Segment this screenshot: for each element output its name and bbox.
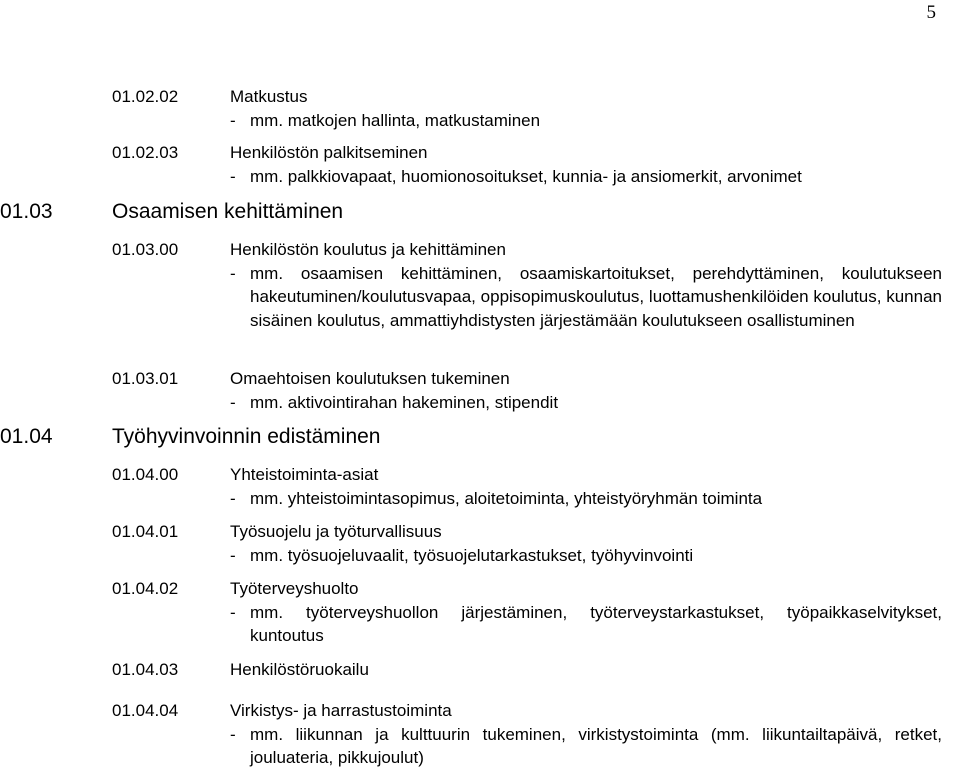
entry-description [230,109,942,133]
dash-bullet: - [230,724,236,744]
entry-description-text: mm. työsuojeluvaalit, työsuojelutarkastukset, työhyvinvointi [250,545,694,565]
entry-code: 01.03.01 [112,369,179,388]
dash-bullet: - [230,545,236,565]
section-title: Työhyvinvoinnin edistäminen [112,425,381,448]
entry-title: Matkustus [230,87,308,106]
entry-01-03-01 [112,367,942,414]
entry-description-text: mm. yhteistoimintasopimus, aloitetoiminta, yhteistyöryhmän toiminta [250,488,763,508]
entry-01-04-04 [112,699,942,770]
entry-01-04-02 [112,577,942,648]
entry-title: Henkilöstön koulutus ja kehittäminen [230,240,506,259]
entry-01-04-03 [112,658,942,682]
entry-description [230,165,942,189]
entry-title: Työterveyshuolto [230,579,359,598]
section-title: Osaamisen kehittäminen [112,200,344,223]
entry-description [230,544,942,568]
entry-code: 01.04.02 [112,579,179,598]
section-code: 01.03 [0,200,53,223]
entry-description [230,262,942,333]
entry-code: 01.04.01 [112,522,179,541]
dash-bullet: - [230,166,236,186]
entry-code: 01.04.04 [112,701,179,720]
page-number: 5 [926,2,936,23]
entry-description-text: mm. aktivointirahan hakeminen, stipendit [250,392,559,412]
entry-code: 01.02.03 [112,143,179,162]
entry-title: Henkilöstön palkitseminen [230,143,428,162]
entry-title: Työsuojelu ja työturvallisuus [230,522,442,541]
entry-title: Omaehtoisen koulutuksen tukeminen [230,369,510,388]
entry-code: 01.04.03 [112,660,179,679]
entry-code: 01.04.00 [112,465,179,484]
entry-description [230,723,942,770]
entry-description [230,487,942,511]
entry-description-text: mm. työterveyshuollon järjestäminen, työterveystarkastukset, työpaikkaselvitykset, kuntoutus [250,602,942,645]
entry-description-text: mm. matkojen hallinta, matkustaminen [250,110,541,130]
dash-bullet: - [230,392,236,412]
entry-title: Henkilöstöruokailu [230,660,369,679]
entry-title: Virkistys- ja harrastustoiminta [230,701,452,720]
dash-bullet: - [230,263,236,283]
entry-description [230,391,942,415]
entry-code: 01.02.02 [112,87,179,106]
entry-code: 01.03.00 [112,240,179,259]
entry-01-02-02 [112,85,942,132]
entry-description-text: mm. osaamisen kehittäminen, osaamiskartoitukset, perehdyttäminen, koulutukseen hakeutuminen/koulutusvapaa, oppisopimuskoulutus, luottamushenkilöiden koulutus, kunnan sisäinen koulutus, ammattiyhdistysten järjestämään koulutukseen osallistuminen [250,263,942,330]
dash-bullet: - [230,602,236,622]
dash-bullet: - [230,110,236,130]
entry-description [230,601,942,648]
dash-bullet: - [230,488,236,508]
entry-01-04-01 [112,520,942,567]
entry-description-text: mm. palkkiovapaat, huomionosoitukset, kunnia- ja ansiomerkit, arvonimet [250,166,802,186]
section-code: 01.04 [0,425,53,448]
entry-description-text: mm. liikunnan ja kulttuurin tukeminen, virkistystoiminta (mm. liikuntailtapäivä, retket, jouluateria, pikkujoulut) [250,724,942,767]
entry-title: Yhteistoiminta-asiat [230,465,379,484]
entry-01-02-03 [112,141,942,188]
entry-01-03-00 [112,238,942,332]
entry-01-04-00 [112,463,942,510]
